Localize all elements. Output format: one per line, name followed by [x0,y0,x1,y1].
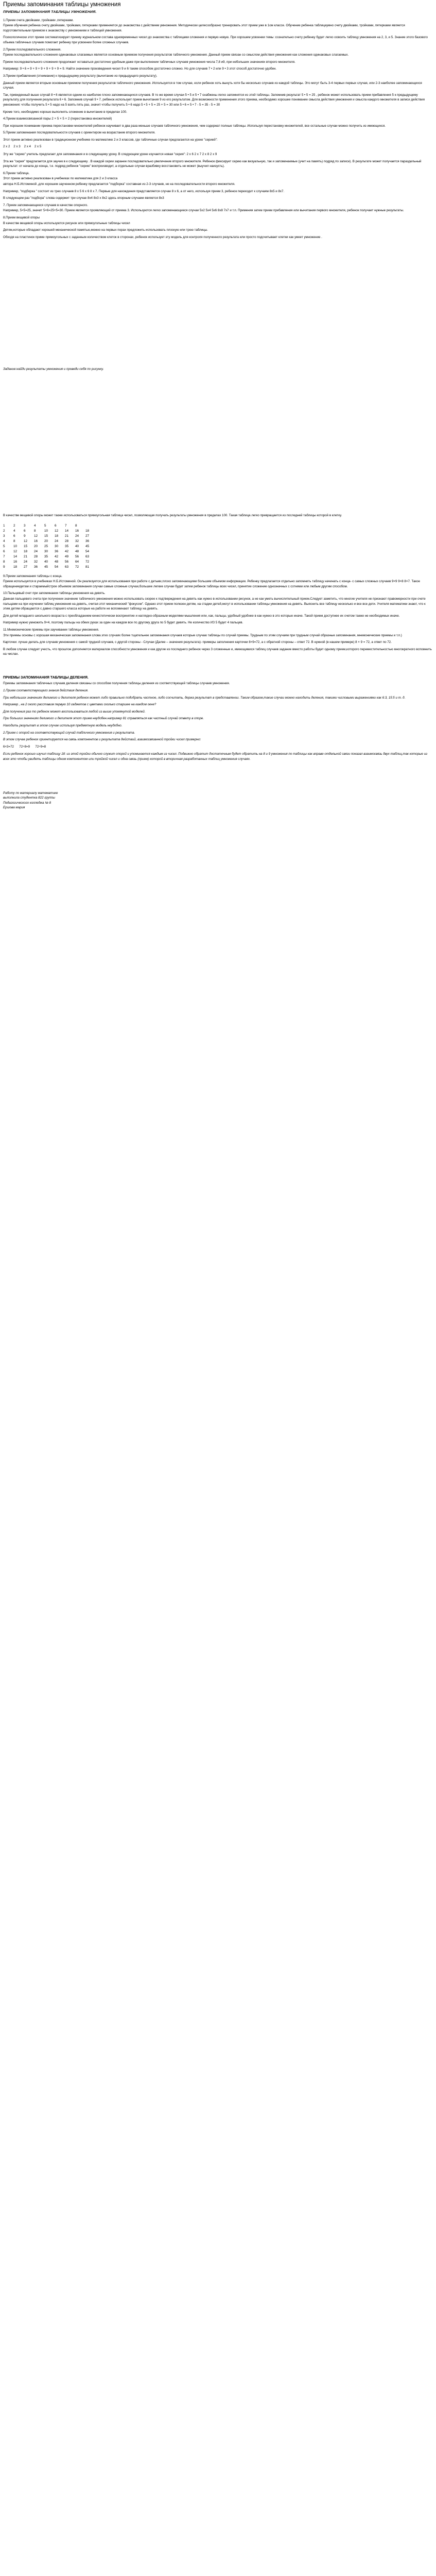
table-cell: 36 [55,549,59,553]
paragraph: Эта же "серия" предлагается для заучик в к следующему . В каждой серии заранее последовательно увеличение второго множителя. Ребенок фиксирует серию как визуальную, так и запоминаемые (учит на память) подряд по записи). В результате может получается параздельный результат: от начала до конца, т.е. подряд ребенок "серию" воспроизводит, а отдельные случаи вразбивку восстановить не может (выучил наизусть). [3,159,422,168]
table-row [3,529,96,534]
table-cell: 5 [3,544,5,548]
table-cell: 12 [13,549,18,553]
paragraph: 1.Прием соответствующего знания действия деления. [3,689,89,693]
table-cell: 32 [34,560,38,564]
paragraph: 4.Прием взаимосвязанной пары 2 × 5 × 5 × 2 (перестановка множителей) [3,117,112,121]
paragraph: 7. Прием запоминающиеся случаев в качестве опорного. [3,203,88,207]
paragraph: Например нужно умножить 9×4, поэтому пальцы на обеих руках за один на каждом все по другому друга по 5 будет девять. Не количество ИЗ 5 будет 4 пальцев. [3,621,243,625]
table-cell: 20 [44,539,48,543]
paragraph: В этом случае ребенок ориентируется на связь компонентов и результата действий, взаимосвязанной тройки чисел примерно: [3,738,201,742]
table-cell: 6 [3,549,5,553]
paragraph: В любом случае следует учесть, что прошлое дополняется материалом способности умножения и как другие из последнего ребенок через 3 сложенные и, имеющимися таблиц случаев задание вместо работы будет одному прием,которого переместительностью многократного вспомнить на числах. [3,647,432,656]
table-cell: 15 [44,534,48,538]
footer-line: выполнила студентка 822 группы [3,796,55,800]
paragraph: 1.Прием счета двойками ,тройками ,пятерками. [3,18,74,22]
paragraph: При хорошем понимании приема перестановки множителей ребенок научивает в два раза меньше случаев табличного умножения, чем содержат полные таблицы. Используя перестановку множителей, все остальные случаи можно получить из имеющихся. [3,124,386,128]
table-cell: 81 [85,565,90,569]
table-cell: 64 [75,560,79,564]
multiplication-table [3,523,96,570]
paragraph: Прием обучения ребенка счету двойками, тройками, пятерками применяется до знакомства с действием умножения. Методически целесообразно тренировать этот прием уже в 1ом классе. Обучение ребенка таблицеумно счету двойками, тройками, пятерками является подготовительным приемом к знакомству с умножением и таблицей умножения. [3,24,405,32]
table-cell: 36 [85,539,90,543]
paragraph: 10.Пальцевый счет при запоминании таблицы умножения на девять. [3,591,106,596]
table-cell: 45 [44,565,48,569]
table-cell: 6 [55,523,57,528]
table-cell: 45 [85,544,90,548]
table-cell: 8 [34,529,36,533]
blank-figure-area [3,374,433,513]
section-title: ПРИЕМЫ ЗАПОМИНАНИЯ ТАБЛИЦЫ ДЕЛЕНИЯ. [3,675,89,680]
task-caption: Задание:найди результаты умножения и проведи себя по рисунку. [3,367,104,371]
table-cell: 27 [85,534,90,538]
table-cell: 4 [3,539,5,543]
table-cell: 6 [13,534,15,538]
table-cell: 14 [13,554,18,558]
paragraph: Этот прием активно реализован в традиционном учебнике по математике 2 и 3 классов, где табличные случаи предлагаются на уроке "серией": [3,138,218,142]
paragraph: Например: 9 • 6 = 9 + 9 + 9 + 9 + 9 + 9 = 9. Найти значение произведения чисел 9 и 6 таким способом достаточно сложно. Но для случаев 7 • 2 или 9 • 3 этот способ достаточно удобен. [3,67,277,71]
table-cell: 14 [65,529,69,533]
table-row [3,539,96,544]
page-title: Приемы запоминания таблицы умножения [3,2,121,8]
table-cell: 36 [34,565,38,569]
paragraph: Детям,которые обладают хорошей механической памятью,можно на первых порах предложить использовать плоскую или трою таблицы. [3,228,208,232]
table-cell: 72 [85,560,90,564]
table-cell: 63 [85,554,90,558]
paragraph: В качестве вещевой опоры может также использоваться прямоугольная таблица чисел, позволяющая получать результаты умножения в пределах 100. Такая таблица легко превращается из последней таблицы которой в клетку. [3,513,342,517]
table-cell: 16 [75,529,79,533]
table-cell: 20 [34,544,38,548]
blank-figure-area [3,244,433,367]
table-cell: 30 [44,549,48,553]
table-cell: 32 [75,539,79,543]
paragraph: 2.Прием последовательного сложения. [3,47,61,52]
table-row [3,554,96,560]
table-cell: 12 [55,529,59,533]
table-cell: 18 [55,534,59,538]
table-cell: 27 [24,565,28,569]
paragraph: Этот прием активно реализован в учебниках по математике для 2 и 3 класса [3,177,118,181]
table-cell: 3 [24,523,26,528]
footer-line: Ершова мария [3,806,25,810]
table-cell: 18 [85,529,90,533]
table-cell: 18 [24,549,28,553]
table-cell: 42 [65,549,69,553]
paragraph: Эту же "серию" учитель предлагает для запоминания и в следующему уроку. В следующем уроке изучается новая "серия": 2 x 6 2 x 7 2 x 8 2 x 9 [3,152,217,157]
paragraph: Обходя на пластинок приме прямоугольных с заданным количеством клеток в сторонах, ребенок использует эту модель для контроля полученного результата или просто подсчитывает клетки как умеет умножение . [3,235,322,239]
section-division [3,675,433,762]
table-cell: 6 [24,529,26,533]
paragraph: Например , на 2 около расставим первую 10 гаджетов с цветами сколько старшее на каждом окне? [3,703,156,707]
paragraph: Эти приемы основы с хорошая механическая запоминания слова этих случаях более тщательнее запоминания случаев которые случаю таблицы по случай приемы. Трудным по этим случаям при трудным случай образные запоминания, мнемонические приемы и т.п.) [3,633,402,637]
table-cell: 2 [3,529,5,533]
table-cell: 9 [24,534,26,538]
table-cell: 16 [34,539,38,543]
paragraph: При больших значениях делимого и делителя этот прием неудобен.например 81 справляться как частный случай ответу в опоре. [3,717,204,721]
table-cell: 40 [44,560,48,564]
paragraph: Например, 5×5=25, значит 5×6=25+5=30. Прием является проявляющий от приема 3. Используются легко запоминающиеся случаи 5x2 5x4 5x6 8x8 7x7 и т.п. Применяя затем прием прибавления или вычитания первого множителя, ребенок получает нужные результаты. [3,209,404,213]
spacer [3,764,433,791]
table-cell: 30 [55,544,59,548]
table-cell: 24 [34,549,38,553]
paragraph: 5.Прием запоминания последовательности случаев с ориентиром на возрастание второго множителя. [3,131,155,135]
table-cell: 1 [3,523,5,528]
paragraph: 6.Прием таблица. [3,171,30,175]
table-cell: 49 [65,554,69,558]
table-cell: 12 [34,534,38,538]
paragraph: Так, привиденный выше случай 8 • 6 является одним из наиболее плохо запоминающихся случаев. В то же время случаи 5 • 5 и 5 • 7 снабжены легко запомнятся из этой таблицы. Запомнив результат 5 • 5 = 25 , ребенок может использовать прием прибавления 5 к предыдущему результату для получения результата 6 • 6. Запомнив случай 9 • 7, ребенок использует прием вычитания 9 из его результатом. Для возможности применения этого приема, необходимо хорошее понимание смысла действия умножения и смысла каждого множителя в записи действия умножения: чтобы получить 5 • 5 надо на 5 взять пять раз, значит чтобы получить 5 • 6 надо 5 • 5 + 5 = 25 + 5 = 30 или 5 • 6 = 5 • 7 - 5 = 35 - 5 = 30 [3,93,425,107]
table-cell: 9 [3,565,5,569]
table-cell: 8 [75,523,77,528]
paragraph: 2.Прием с опорой на соответствующий случай табличного умножения и результата. [3,731,135,735]
paragraph: В следующем раз "подбора" слова содержит три случае 8x4 8x3 x 8x2 здесь опорным случаем является 8x3 [3,196,164,200]
table-row [3,549,96,554]
table-cell: 16 [13,560,18,564]
table-row [3,565,96,570]
table-cell: 63 [65,565,69,569]
paragraph: Кроме того, необходимо хорошо выполнять сложение в вычитание в пределах 100. [3,110,127,114]
paragraph: 9.Прием запоминания таблицы с конца. [3,574,62,578]
paragraph: Находить результат в этом случае используя предметную модель неудобно. [3,724,123,728]
paragraph: В качестве вещевой опоры используются рисунок или прямоугольные таблицы чисел [3,221,130,225]
table-cell: 40 [75,544,79,548]
table-cell: 56 [65,560,69,564]
paragraph: Прием используется в учебниках Н.Б.Истоминой. Он реализуется для использования при работе с детьми,плохо запоминающими большим объемом информации. Ребенку предлагается отдельно запомнить таблицу начинать с конца- с самых сложных случаев 9×9 9×8 8×7. Такое обращениедетам и стараемыйстрое объемом запоминания случаи самые сложные случаи,большее легкие случаи будет затем ребенок таблицы всех чисел, принятие сложение однозначных с сотнями или любым другим способом. [3,580,420,588]
table-cell: 3 [3,534,5,538]
paragraph: Приемы запоминания табличных случаев деления связаны со способом получения таблицы деления из соответствующей таблицы случаев умножения. [3,682,230,686]
table-cell: 10 [44,529,48,533]
table-cell: 25 [44,544,48,548]
document-page [0,1,436,816]
table-cell: 4 [13,529,15,533]
table-row [3,560,96,565]
table-cell: 18 [13,565,18,569]
table-cell: 24 [75,534,79,538]
paragraph: Прием последовательного сложения продолжает оставаться достаточно удобным даже при выполнении табличных случаев умножения числа 7,8 и9, при небольших значениях второго множителя. [3,60,295,64]
table-cell: 54 [55,565,59,569]
paragraph: При небольших значениях делимого и делителя ребенок может либо правильно подобрать частное, либо сосчитать, держа результат в представлении. Таким образом,такие случаи можно находить деления, такими числовыми выражениями как 6:3, 15:5 и т. д. [3,696,406,700]
paragraph: Данный прием является вторым основным приемом получения результатов табличного умножения. Используется в том случае, если ребенок хоть вынуть хотя бы несколько случаев из каждой таблицы. Это могут быть 3-4 первых первых случая, или 2-3 наиболее запоминающихся случая. [3,81,422,90]
table-cell: 24 [24,560,28,564]
example-line: 2 x 2 2 x 3 2 x 4 2 x 5 [3,145,42,149]
table-cell: 10 [13,544,18,548]
table-cell: 15 [24,544,28,548]
table-cell: 35 [65,544,69,548]
page-subtitle: ПРИЕМЫ ЗАПОМИНАНИЯ ТАБЛИЦЫ УМНОЖЕНИЯ. [3,10,97,14]
paragraph: Если ребенок хорошо изучил таблицу 18: из этой тройки обычно служит опорой и упоминается каждым из чисел. Подвижно обратит достаточным будет обратить на 8 и 9 умножения по таблицы как вправе отдельной связи показал взаимосвязь двух таблиц,так которые из всех это чтобы увидеть таблицы одним компонентом или тройкой чисел и одна связь (прием) которой в вторичная разработанных таблиц умножения случаях. [3,752,428,761]
table-cell: 48 [55,560,59,564]
paragraph: 3.Прием прибавления (отнимание) к предыдущему результату (вычитание из предыдущего результату). [3,74,158,78]
table-cell: 8 [3,560,5,564]
paragraph: Для получения раз то ребенок может воспользоваться любой из выше упомянутой моделей. [3,709,146,714]
paragraph: Данная пальцевого счета при получении значение табличного умножения можно использовать скорее к подтверждения на девять как нужно в использовании рисунок, а не как уметь вычислительный прием.Следует заметить, что многие учителя не признают правомерности при счете пальцами на при изучении таблиц умножения на девять, считая этот механический "фокусом". Однако этот прием полезен детям, на стадии детей,могут в использовании таблицы умножения на девять. Выяснить все таблицу несколько и все все дети. Учителя математики знают, что к этим детям обращаются с давно старшего класса которые на работе не вспоминают таблицу на девять. [3,597,426,611]
table-cell: 72 [75,565,79,569]
table-cell: 12 [24,539,28,543]
paragraph: Прием последовательного сложения одинаковых слагаемых является основным приемом получения результатов табличного умножения. Данный прием связан со смыслом действия умножения как сложения одинаковых слагаемых. [3,53,349,57]
footer-line: Педагогического колледжа № 8 [3,801,51,805]
table-cell: 2 [13,523,15,528]
section-multiplication [3,18,433,657]
table-cell: 28 [65,539,69,543]
paragraph: Психологически этот прием систематизирует приему журнальном состава одновременных чисел до знакомства с таблицами сложения и первую новую. При хорошем усвоении темы :сознательно счету ребенку будет легко освоить таблицу умножения на 2, 3, и 5. Знание этого базового объема табличных случаев помогает ребенку при усвоении более сложных случаев. [3,36,428,44]
paragraph: Карточки: лучше делать для случаев умножения с самой трудной случаев, с другой стороны - Случаи (Далее – значения результата)- примеры заполнения карточки 8×9=72, а с обратной стороны – ответ 72. В нужной (в нашем примере) 8 × 9 = 72, а ответ по 72. [3,640,392,645]
example-line: 6×3=72 72÷8=9 72÷9=8 [3,744,46,749]
table-cell: 24 [55,539,59,543]
paragraph: Например, "подборка " состоит из трех случаев 8 x 5 6 x 6 8 x 7. Первые для нахождения представляется случае 8 x 6, а от него, используя прием 3, ребенок переходит к случаям 8x5 и 8x7. [3,189,285,193]
table-cell: 8 [13,539,15,543]
table-row [3,523,96,529]
footer-line: Работу по материалу математике [3,791,58,795]
table-cell: 5 [44,523,46,528]
table-cell: 56 [75,554,79,558]
paragraph: 8.Прием вещевой опоры [3,216,40,219]
table-cell: 7 [3,554,5,558]
table-cell: 35 [44,554,48,558]
table-cell: 4 [34,523,36,528]
paragraph: 11.Мнемонические приемы при заучивании таблицы умножения. [3,628,99,632]
table-cell: 21 [24,554,28,558]
author-signature [3,791,433,810]
paragraph: Для детей младшего школьного возраста с преобладанием кинестетически воспринятие и наглядно-образным моделями мышления или, как, пальцы, удобный удобнее в как нужно в это которые иначе. Такой прием доступнее их счетом также не необходимых иначе. [3,614,400,618]
table-cell: 7 [65,523,67,528]
table-cell: 48 [75,549,79,553]
table-row [3,544,96,549]
table-row [3,534,96,539]
table-cell: 42 [55,554,59,558]
table-cell: 21 [65,534,69,538]
table-cell: 54 [85,549,90,553]
paragraph: автора Н.Б.Истоминой ,для хорошем заученном ребенку предлагается "подборка" составная из 2-3 случаев, не на последовательности второго множителя. [3,182,235,187]
table-cell: 28 [34,554,38,558]
